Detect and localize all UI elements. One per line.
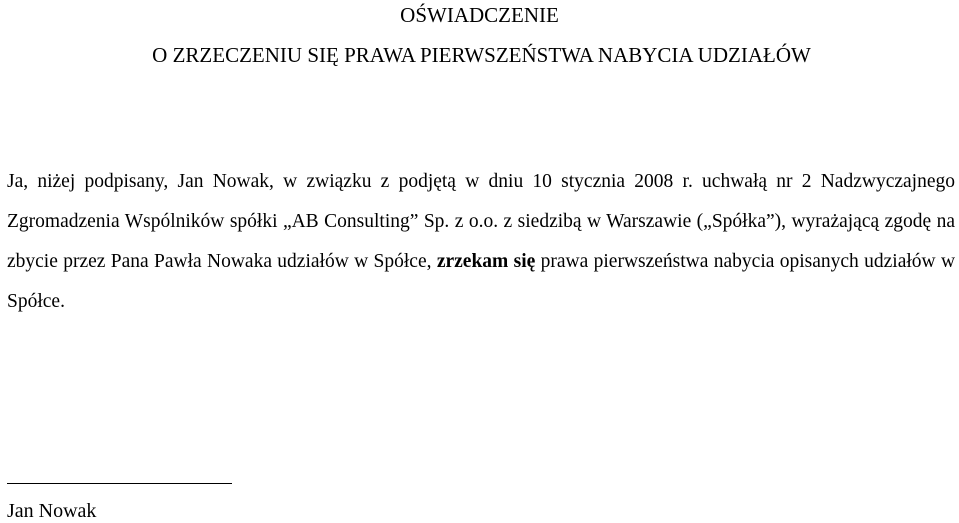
- signatory-name: Jan Nowak: [7, 500, 97, 522]
- declaration-text-part2: prawa pierwszeństwa nabycia opisanych udziałów w Spółce.: [7, 251, 956, 312]
- declaration-emphasis: zrzekam się: [436, 251, 536, 272]
- document-title: OŚWIADCZENIE: [400, 3, 559, 27]
- document-subtitle: O ZRZECZENIU SIĘ PRAWA PIERWSZEŃSTWA NABYCIA UDZIAŁÓW: [152, 43, 811, 67]
- declaration-text-part1: Ja, niżej podpisany, Jan Nowak, w związku z podjętą w dniu 10 stycznia 2008 r. uchwałą nr 2 Nadzwyczajnego Zgromadzenia Wspólników spółki „AB Consulting” Sp. z o.o. z siedzibą w Warszawie („Spółka”), wyrażającą zgodę na zbycie przez Pana Pawła Nowaka udziałów w Spółce,: [7, 171, 955, 272]
- declaration-paragraph: [7, 162, 955, 322]
- signature-line: [7, 483, 232, 484]
